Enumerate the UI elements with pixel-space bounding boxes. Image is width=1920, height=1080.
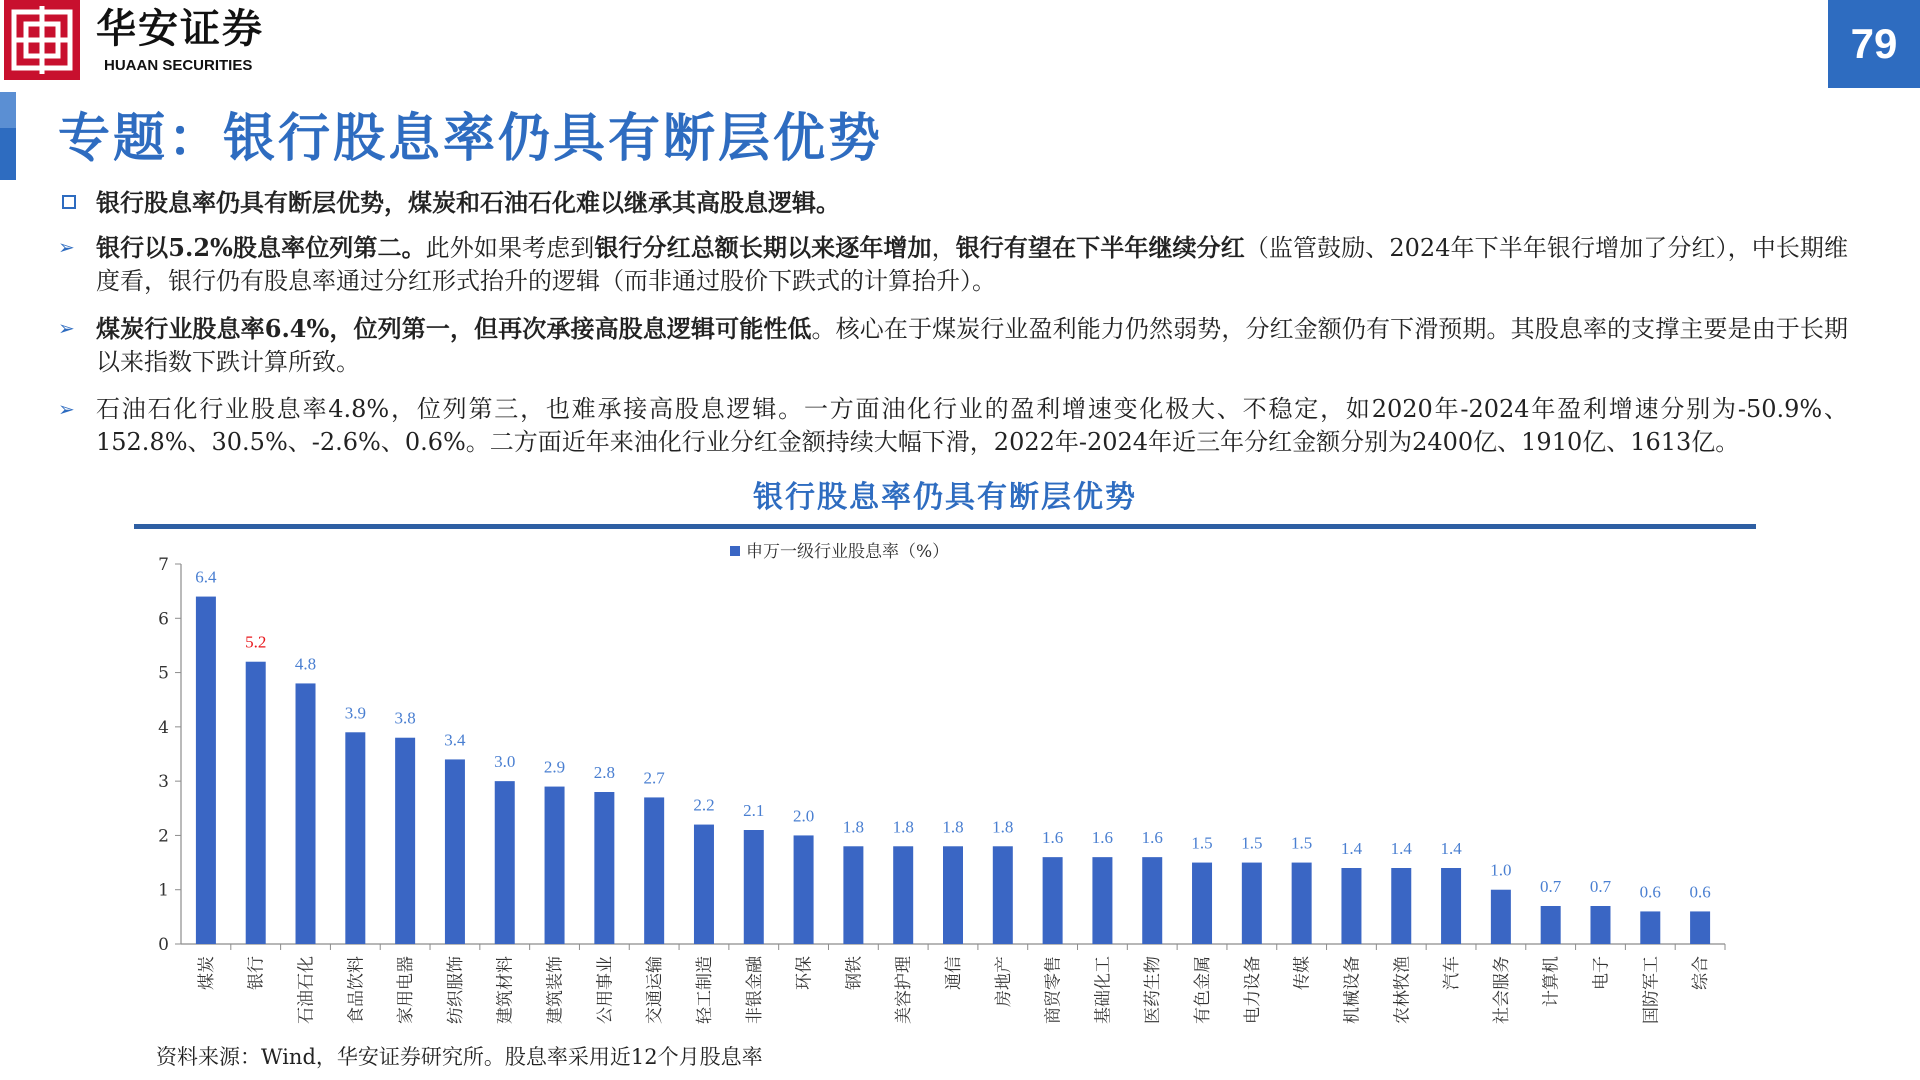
bar-公用事业 (594, 792, 614, 944)
x-category-label: 社会服务 (1491, 956, 1512, 1024)
bar-环保 (794, 835, 814, 944)
bar-value-label: 1.8 (842, 817, 865, 837)
bar-value-label: 0.7 (1540, 877, 1562, 896)
x-category-label: 食品饮料 (346, 956, 367, 1024)
page-number: 79 (1828, 0, 1920, 88)
bar-value-label: 2.1 (743, 801, 765, 820)
bar-纺织服饰 (445, 759, 465, 944)
bullet-segment: 煤炭行业股息率6.4%，位列第一，但再次承接高股息逻辑可能性低 (96, 314, 812, 343)
bar-计算机 (1541, 906, 1561, 944)
chart-legend (730, 542, 949, 562)
source-note: 资料来源：Wind，华安证券研究所。股息率采用近12个月股息率 (156, 1045, 763, 1069)
x-category-label: 电力设备 (1242, 956, 1263, 1024)
bullet-segment: ， (931, 234, 956, 262)
arrow-bullet-icon: ➢ (58, 235, 75, 259)
x-category-label: 美容护理 (894, 956, 915, 1024)
bar-钢铁 (843, 846, 863, 944)
bar-石油石化 (296, 683, 316, 944)
y-tick-label: 4 (158, 717, 169, 738)
bar-value-label: 2.8 (593, 763, 615, 782)
bar-value-label: 1.8 (992, 817, 1014, 837)
bar-value-label: 6.4 (195, 567, 217, 587)
x-category-label: 商贸零售 (1043, 956, 1064, 1024)
bar-交通运输 (644, 797, 664, 944)
bar-建筑材料 (495, 781, 515, 944)
legend-swatch-icon (730, 546, 740, 556)
x-category-label: 汽车 (1442, 956, 1463, 990)
bar-value-label: 1.5 (1191, 833, 1213, 853)
bar-美容护理 (893, 846, 913, 944)
bar-value-label: 1.5 (1241, 833, 1263, 853)
bar-银行 (246, 662, 266, 944)
bullet-segment: 。核心在于煤炭行业盈利能力仍然弱势，分红金额仍有下滑预期。其股息率的支撑主要是由于长期以来指数下跌计算所致。 (96, 315, 1849, 376)
bar-房地产 (993, 846, 1013, 944)
x-category-label: 通信 (944, 956, 964, 990)
bar-value-label: 2.2 (693, 795, 715, 815)
y-tick-label: 1 (158, 880, 169, 901)
bar-电力设备 (1242, 863, 1262, 944)
bar-value-label: 1.4 (1440, 839, 1462, 858)
bar-value-label: 0.7 (1589, 877, 1612, 896)
x-category-label: 机械设备 (1342, 956, 1363, 1024)
page-title: 专题：银行股息率仍具有断层优势 (58, 108, 884, 169)
bar-value-label: 2.9 (543, 757, 566, 777)
bullet-segment: 银行有望在下半年继续分红 (955, 233, 1245, 262)
x-category-label: 公用事业 (595, 956, 616, 1024)
bar-机械设备 (1341, 868, 1361, 944)
y-tick-label: 7 (158, 555, 169, 575)
bullet-segment: （监管鼓励、2024年下半年银行增加了分红），中长期维度看，银行仍有股息率通过分红形式抬升的逻辑（而非通过股价下跌式的计算抬升）。 (96, 234, 1849, 295)
x-category-label: 纺织服饰 (445, 956, 466, 1024)
bar-商贸零售 (1043, 857, 1063, 944)
x-category-label: 计算机 (1541, 956, 1562, 1007)
x-category-label: 基础化工 (1093, 956, 1114, 1024)
chart-title: 银行股息率仍具有断层优势 (753, 480, 1137, 515)
x-category-label: 有色金属 (1193, 956, 1214, 1024)
x-category-label: 非银金融 (744, 956, 765, 1024)
bar-value-label: 1.6 (1091, 828, 1114, 848)
bullet-segment: 银行分红总额长期以来逐年增加 (594, 233, 932, 262)
x-category-label: 医药生物 (1143, 956, 1164, 1024)
bar-value-label: 3.8 (394, 708, 416, 728)
bar-煤炭 (196, 597, 216, 944)
x-category-label: 钢铁 (844, 956, 865, 990)
x-category-label: 环保 (794, 956, 815, 990)
bar-轻工制造 (694, 825, 714, 944)
x-category-label: 国防军工 (1641, 956, 1662, 1024)
bar-value-label: 2.0 (792, 806, 815, 826)
bullet-segment: 银行以5.2%股息率位列第二。 (96, 233, 426, 262)
arrow-bullet-icon: ➢ (58, 316, 75, 340)
bar-汽车 (1441, 868, 1461, 944)
legend-label: 申万一级行业股息率（%） (746, 542, 950, 562)
brand-name-cn: 华安证券 (96, 5, 264, 52)
bar-国防军工 (1640, 911, 1660, 944)
y-tick-label: 5 (158, 663, 169, 684)
bar-value-label: 1.6 (1041, 828, 1064, 848)
bar-基础化工 (1092, 857, 1112, 944)
bullet-segment: 石油石化行业股息率4.8%，位列第三，也难承接高股息逻辑。一方面油化行业的盈利增速变化极大、不稳定，如2020年-2024年盈利增速分别为-50.9%、152.8%、30.5%、-2.6%、0.6%。二方面近年来油化行业分红金额持续大幅下滑，2022年-2024年近三年分红金额分别为2400亿、1910亿、1613亿。 (96, 395, 1848, 456)
x-category-label: 农林牧渔 (1392, 956, 1413, 1024)
bar-value-label: 1.5 (1291, 833, 1313, 853)
bar-value-label: 4.8 (294, 654, 317, 674)
x-category-label: 石油石化 (296, 956, 317, 1024)
y-tick-label: 6 (158, 609, 169, 630)
x-category-label: 交通运输 (645, 956, 666, 1024)
x-category-label: 综合 (1691, 956, 1712, 990)
y-tick-label: 0 (158, 935, 169, 955)
bar-value-label: 3.9 (344, 703, 366, 723)
bar-value-label: 3.4 (444, 730, 466, 750)
y-tick-label: 2 (158, 826, 169, 847)
x-category-label: 建筑装饰 (545, 956, 566, 1024)
bullet-segment: 此外如果考虑到 (425, 234, 595, 262)
bar-value-label: 1.6 (1141, 828, 1163, 848)
x-category-label: 家用电器 (396, 956, 417, 1024)
bar-建筑装饰 (545, 787, 565, 944)
bar-通信 (943, 846, 963, 944)
arrow-bullet-icon: ➢ (58, 397, 75, 421)
x-category-label: 房地产 (993, 956, 1014, 1007)
bar-value-label: 5.2 (245, 632, 267, 652)
bar-有色金属 (1192, 863, 1212, 944)
bar-value-label: 2.7 (643, 768, 665, 788)
x-category-label: 传媒 (1292, 956, 1313, 990)
y-tick-label: 3 (158, 772, 169, 793)
bar-医药生物 (1142, 857, 1162, 944)
brand-name-en: HUAAN SECURITIES (104, 57, 253, 74)
bar-社会服务 (1491, 890, 1511, 944)
bar-value-label: 1.0 (1490, 860, 1512, 880)
bar-非银金融 (744, 830, 764, 944)
bar-value-label: 3.0 (494, 752, 516, 772)
x-category-label: 建筑材料 (495, 956, 516, 1024)
bar-value-label: 1.4 (1390, 839, 1412, 858)
x-category-label: 电子 (1591, 956, 1612, 990)
bar-农林牧渔 (1391, 868, 1411, 944)
bullet-segment: 银行股息率仍具有断层优势，煤炭和石油石化难以继承其高股息逻辑。 (96, 188, 840, 217)
x-category-label: 轻工制造 (694, 956, 715, 1024)
bar-食品饮料 (345, 732, 365, 944)
bar-传媒 (1292, 863, 1312, 944)
bar-value-label: 0.6 (1639, 882, 1661, 902)
bar-家用电器 (395, 738, 415, 944)
x-category-label: 银行 (246, 956, 267, 990)
bar-value-label: 1.8 (892, 817, 914, 837)
bar-value-label: 1.4 (1340, 839, 1363, 858)
x-category-label: 煤炭 (196, 956, 217, 990)
bar-value-label: 1.8 (942, 817, 964, 837)
bar-综合 (1690, 911, 1710, 944)
bar-value-label: 0.6 (1689, 882, 1711, 902)
bar-电子 (1590, 906, 1610, 944)
